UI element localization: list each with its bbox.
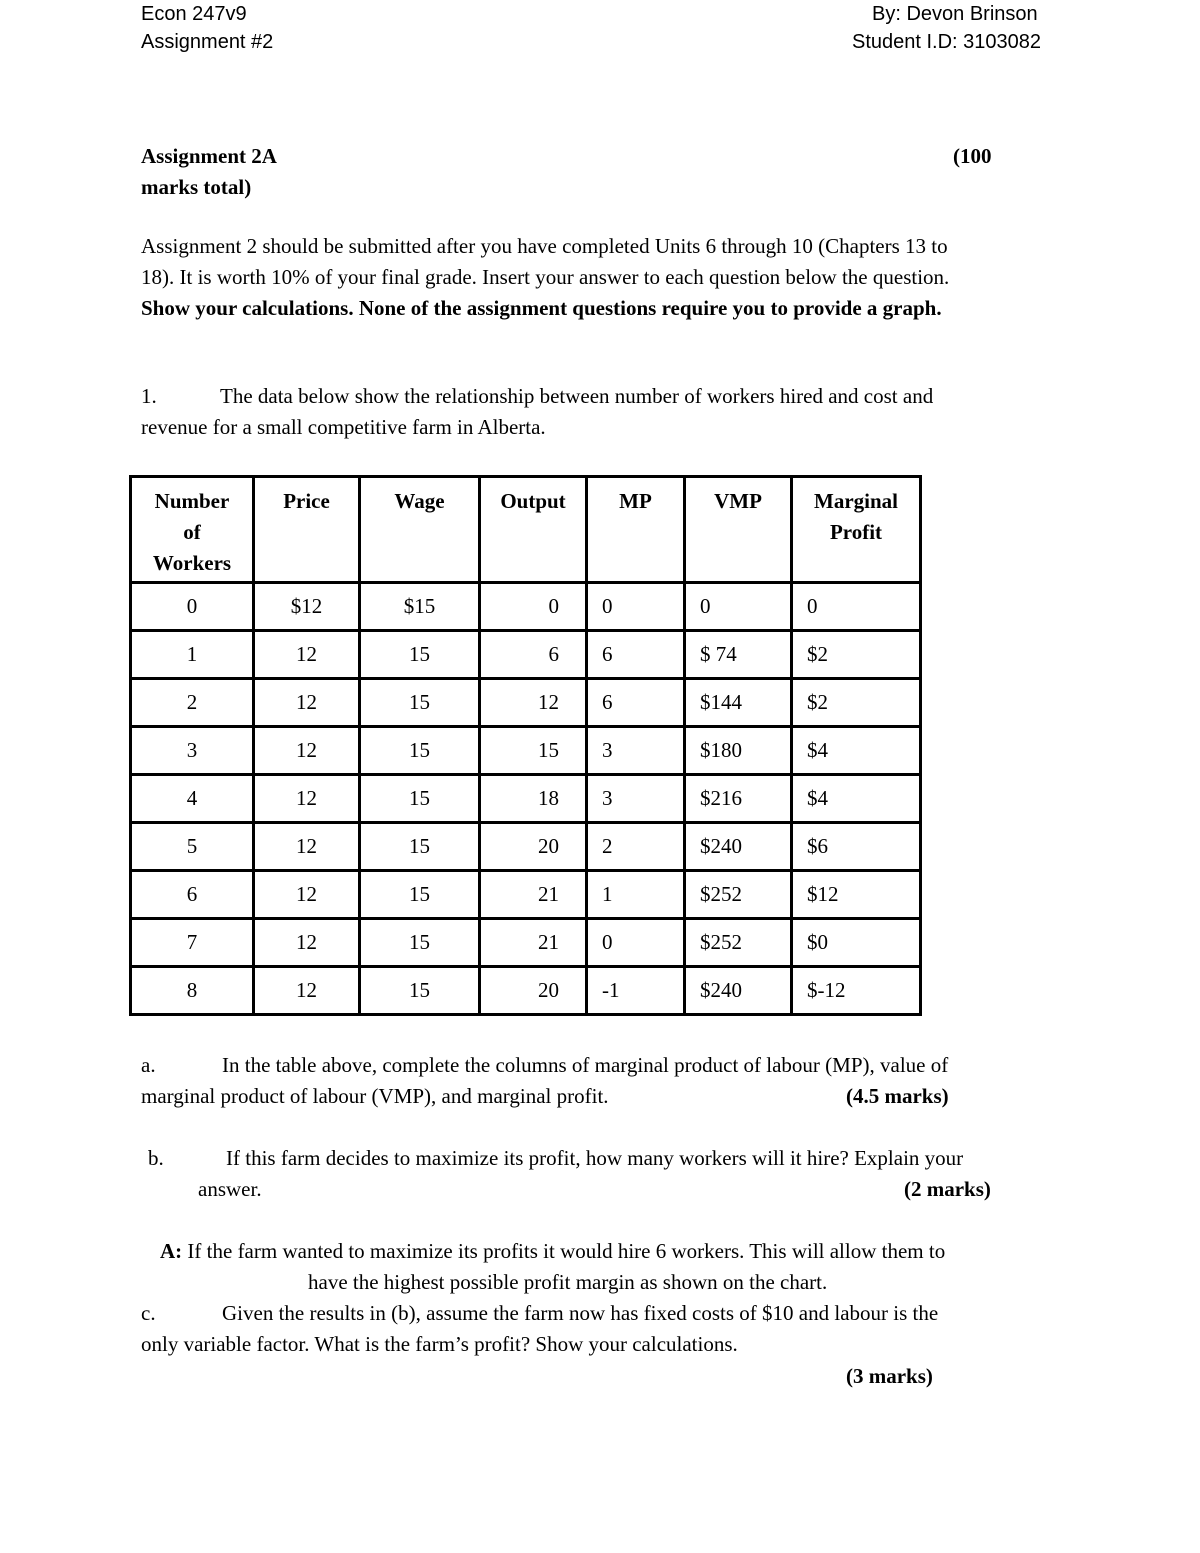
cell-price: 12 xyxy=(254,823,360,871)
header-output: Output xyxy=(480,477,587,583)
table-row xyxy=(131,871,921,919)
cell-mp: 3 xyxy=(587,727,685,775)
cell-workers: 7 xyxy=(131,919,254,967)
cell-mp: 3 xyxy=(587,775,685,823)
question-1-number: 1. xyxy=(141,384,157,408)
cell-vmp: $144 xyxy=(685,679,792,727)
question-1-text-cont: revenue for a small competitive farm in Alberta. xyxy=(141,415,546,439)
cell-price: 12 xyxy=(254,775,360,823)
cell-mp: -1 xyxy=(587,967,685,1015)
cell-profit: $-12 xyxy=(792,967,921,1015)
part-a-label: a. xyxy=(141,1053,156,1077)
part-c-marks: (3 marks) xyxy=(846,1364,933,1388)
header-mp: MP xyxy=(587,477,685,583)
part-b-label: b. xyxy=(148,1146,164,1170)
cell-vmp: $240 xyxy=(685,967,792,1015)
cell-mp: 6 xyxy=(587,631,685,679)
total-marks-open: (100 xyxy=(953,144,992,168)
cell-profit: $4 xyxy=(792,775,921,823)
cell-price: 12 xyxy=(254,679,360,727)
answer-text: If the farm wanted to maximize its profits it would hire 6 workers. This will allow them to xyxy=(187,1239,946,1263)
header-price: Price xyxy=(254,477,360,583)
assignment-title: Assignment 2A xyxy=(141,144,277,168)
table-row xyxy=(131,727,921,775)
answer-b xyxy=(160,1236,945,1267)
header-marginal-profit: Marginal Profit xyxy=(792,477,921,583)
cell-mp: 2 xyxy=(587,823,685,871)
cell-wage: 15 xyxy=(360,775,480,823)
cell-workers: 2 xyxy=(131,679,254,727)
cell-wage: 15 xyxy=(360,727,480,775)
cell-profit: $6 xyxy=(792,823,921,871)
cell-mp: 1 xyxy=(587,871,685,919)
cell-profit: $2 xyxy=(792,631,921,679)
cell-price: 12 xyxy=(254,919,360,967)
course-code: Econ 247v9 xyxy=(141,3,247,25)
table-row xyxy=(131,631,921,679)
cell-wage: 15 xyxy=(360,631,480,679)
cell-vmp: $240 xyxy=(685,823,792,871)
cell-wage: 15 xyxy=(360,919,480,967)
cell-price: $12 xyxy=(254,583,360,631)
table-header-row xyxy=(131,477,921,583)
author-name: By: Devon Brinson xyxy=(872,3,1038,25)
part-b-text: If this farm decides to maximize its profit, how many workers will it hire? Explain your xyxy=(226,1146,964,1170)
student-id: Student I.D: 3103082 xyxy=(852,31,1042,53)
part-a-text: In the table above, complete the columns of marginal product of labour (MP), value of xyxy=(222,1053,949,1077)
header-vmp: VMP xyxy=(685,477,792,583)
cell-workers: 1 xyxy=(131,631,254,679)
cell-output: 20 xyxy=(480,823,587,871)
cell-profit: $4 xyxy=(792,727,921,775)
header-wage: Wage xyxy=(360,477,480,583)
cell-output: 12 xyxy=(480,679,587,727)
cell-mp: 0 xyxy=(587,919,685,967)
part-a-text-cont: marginal product of labour (VMP), and marginal profit. xyxy=(141,1084,609,1108)
part-c-text-cont: only variable factor. What is the farm’s profit? Show your calculations. xyxy=(141,1332,738,1356)
farm-data-table xyxy=(129,475,922,1016)
cell-wage: 15 xyxy=(360,823,480,871)
cell-vmp: $ 74 xyxy=(685,631,792,679)
intro-line: 18). It is worth 10% of your final grade. Insert your answer to each question below the question. xyxy=(141,265,950,289)
table-row xyxy=(131,919,921,967)
table-row xyxy=(131,679,921,727)
cell-vmp: $252 xyxy=(685,919,792,967)
cell-price: 12 xyxy=(254,967,360,1015)
assignment-number: Assignment #2 xyxy=(141,31,274,53)
intro-paragraph xyxy=(141,231,949,324)
table-row xyxy=(131,583,921,631)
cell-profit: $0 xyxy=(792,919,921,967)
cell-vmp: 0 xyxy=(685,583,792,631)
cell-output: 20 xyxy=(480,967,587,1015)
cell-workers: 5 xyxy=(131,823,254,871)
cell-vmp: $180 xyxy=(685,727,792,775)
cell-wage: 15 xyxy=(360,679,480,727)
cell-price: 12 xyxy=(254,727,360,775)
part-c-label: c. xyxy=(141,1301,156,1325)
cell-output: 15 xyxy=(480,727,587,775)
cell-vmp: $252 xyxy=(685,871,792,919)
cell-mp: 6 xyxy=(587,679,685,727)
intro-line: Assignment 2 should be submitted after you have completed Units 6 through 10 (Chapters 13 to xyxy=(141,234,948,258)
cell-wage: 15 xyxy=(360,967,480,1015)
cell-wage: $15 xyxy=(360,583,480,631)
cell-output: 0 xyxy=(480,583,587,631)
cell-profit: $12 xyxy=(792,871,921,919)
table-row xyxy=(131,823,921,871)
total-marks-close: marks total) xyxy=(141,175,252,199)
part-a-marks: (4.5 marks) xyxy=(846,1084,949,1108)
cell-output: 18 xyxy=(480,775,587,823)
cell-price: 12 xyxy=(254,871,360,919)
answer-label: A: xyxy=(160,1239,183,1263)
cell-wage: 15 xyxy=(360,871,480,919)
header-workers: Number of Workers xyxy=(131,477,254,583)
cell-mp: 0 xyxy=(587,583,685,631)
intro-instruction: Show your calculations. None of the assignment questions require you to provide a graph. xyxy=(141,296,942,320)
cell-vmp: $216 xyxy=(685,775,792,823)
cell-price: 12 xyxy=(254,631,360,679)
question-1-text: The data below show the relationship between number of workers hired and cost and xyxy=(220,384,934,408)
cell-workers: 0 xyxy=(131,583,254,631)
cell-output: 21 xyxy=(480,919,587,967)
part-c-text: Given the results in (b), assume the farm now has fixed costs of $10 and labour is the xyxy=(222,1301,939,1325)
part-b-marks: (2 marks) xyxy=(904,1177,991,1201)
cell-workers: 3 xyxy=(131,727,254,775)
table-row xyxy=(131,967,921,1015)
cell-output: 6 xyxy=(480,631,587,679)
cell-workers: 4 xyxy=(131,775,254,823)
answer-text-cont: have the highest possible profit margin as shown on the chart. xyxy=(308,1270,828,1294)
cell-output: 21 xyxy=(480,871,587,919)
table-row xyxy=(131,775,921,823)
cell-workers: 8 xyxy=(131,967,254,1015)
cell-workers: 6 xyxy=(131,871,254,919)
cell-profit: 0 xyxy=(792,583,921,631)
part-b-text-cont: answer. xyxy=(198,1177,262,1201)
cell-profit: $2 xyxy=(792,679,921,727)
